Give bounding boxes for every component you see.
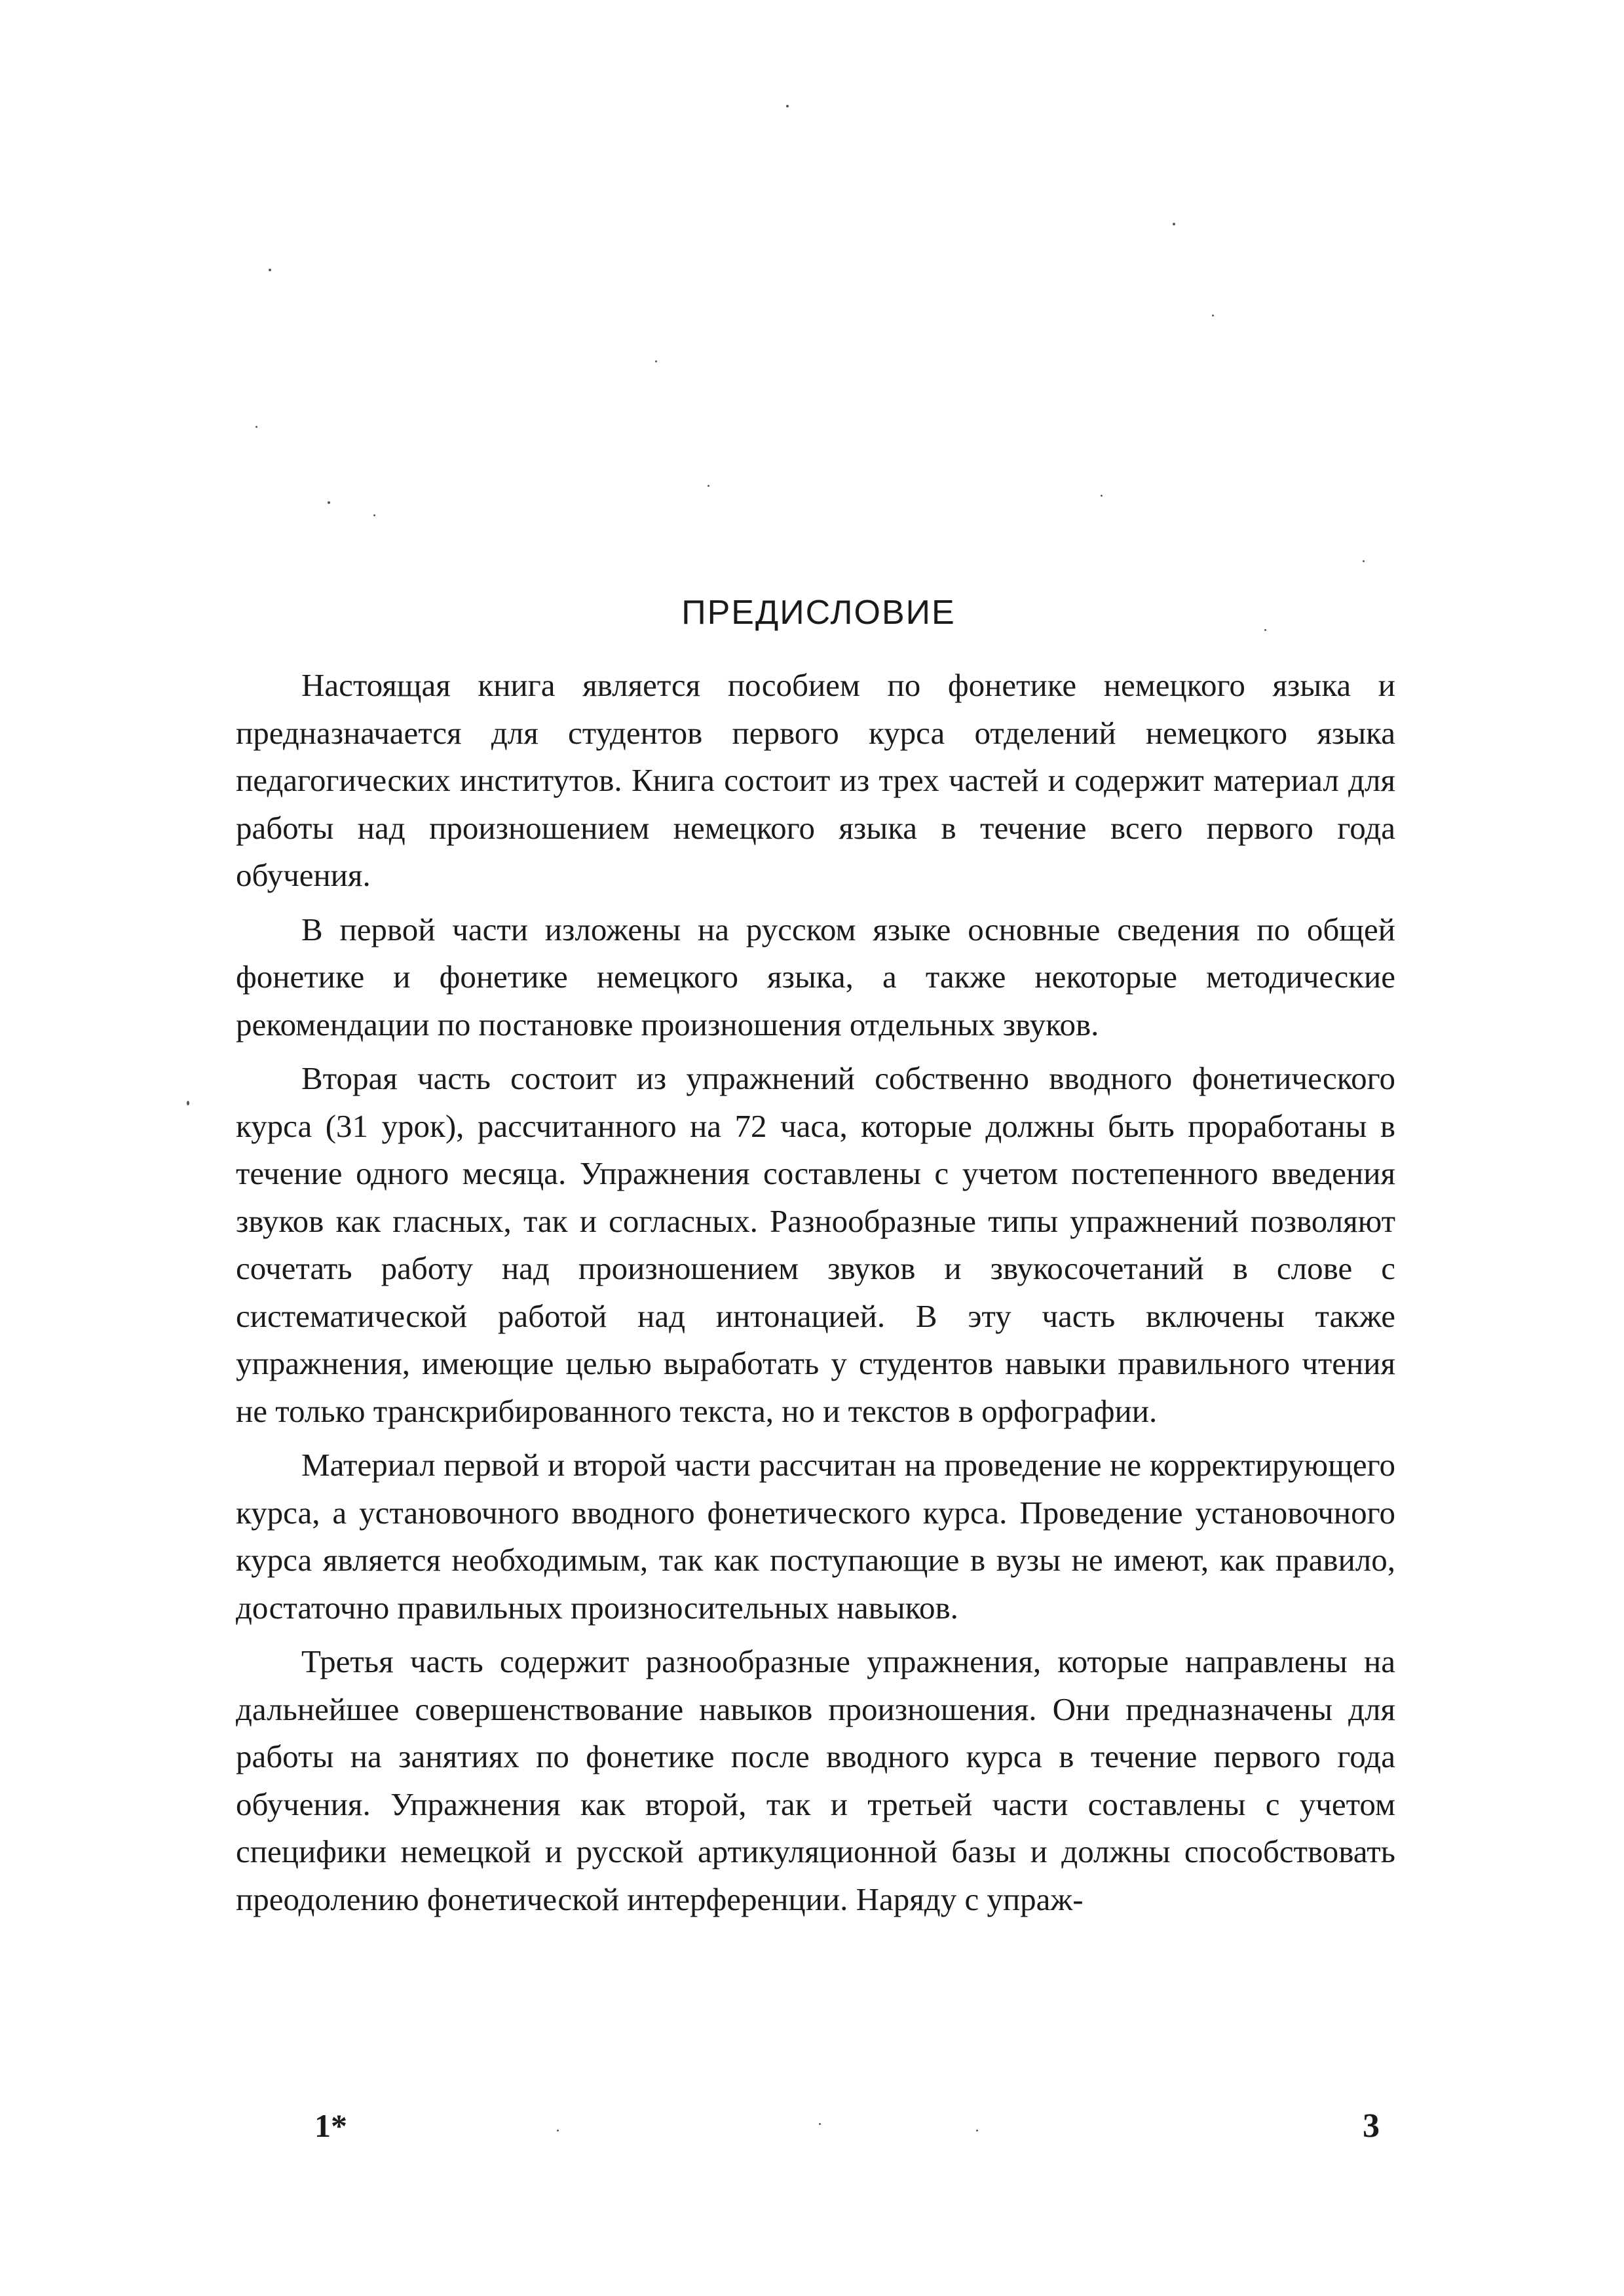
- scan-speck: [1101, 495, 1103, 497]
- scan-speck: [655, 360, 657, 362]
- scan-speck: [708, 485, 709, 487]
- scan-speck: [255, 426, 257, 428]
- scan-speck: [819, 2123, 821, 2125]
- paragraph-1: Настоящая книга является пособием по фонетике немецкого языка и предназначается для студентов первого курса отделений немецкого языка педагогических институтов. Книга состоит из трех частей и содержит материал для работы над произношением немецкого языка в течение всего первого года обучения.: [236, 667, 1395, 893]
- scan-speck: [786, 105, 789, 107]
- scan-speck: [373, 514, 375, 516]
- paragraph-4: Материал первой и второй части рассчитан на проведение не корректирующего курса, а установочного вводного фонетического курса. Проведение установочного курса является необходимым, так как поступающие в вузы не имеют, как правило, достаточно правильных произносительных навыков.: [236, 1447, 1395, 1626]
- preface-body: [236, 662, 1395, 1930]
- scan-speck: [187, 1101, 189, 1105]
- scan-speck: [976, 2130, 978, 2132]
- signature-mark: 1*: [314, 2107, 347, 2144]
- scan-speck: [1212, 315, 1214, 316]
- page-number: 3: [1363, 2107, 1380, 2145]
- paragraph-3: Вторая часть состоит из упражнений собственно вводного фонетического курса (31 урок), рассчитанного на 72 часа, которые должны быть проработаны в течение одного месяца. Упражнения составлены с учетом постепенного введения звуков как гласных, так и согласных. Разнообразные типы упражнений позволяют сочетать работу над произношением звуков и звукосочетаний в слове с систематической работой над интонацией. В эту часть включены также упражнения, имеющие целью выработать у студентов навыки правильного чтения не только транскрибированного текста, но и текстов в орфографии.: [236, 1060, 1395, 1429]
- scan-speck: [269, 269, 271, 271]
- paragraph-2: В первой части изложены на русском языке основные сведения по общей фонетике и фонетике немецкого языка, а также некоторые методические рекомендации по постановке произношения отдельных звуков.: [236, 911, 1395, 1043]
- scan-speck: [328, 501, 330, 504]
- page-title: ПРЕДИСЛОВИЕ: [681, 593, 956, 632]
- scan-speck: [557, 2130, 559, 2132]
- scan-speck: [1363, 560, 1365, 562]
- scan-speck: [1173, 223, 1175, 225]
- paragraph-5: Третья часть содержит разнообразные упражнения, которые направлены на дальнейшее совершенствование навыков произношения. Они предназначены для работы на занятиях по фонетике после вводного курса в течение первого года обучения. Упражнения как второй, так и третьей части составлены с учетом специфики немецкой и русской артикуляционной базы и должны способствовать преодолению фонетической интерференции. Наряду с упраж-: [236, 1643, 1395, 1917]
